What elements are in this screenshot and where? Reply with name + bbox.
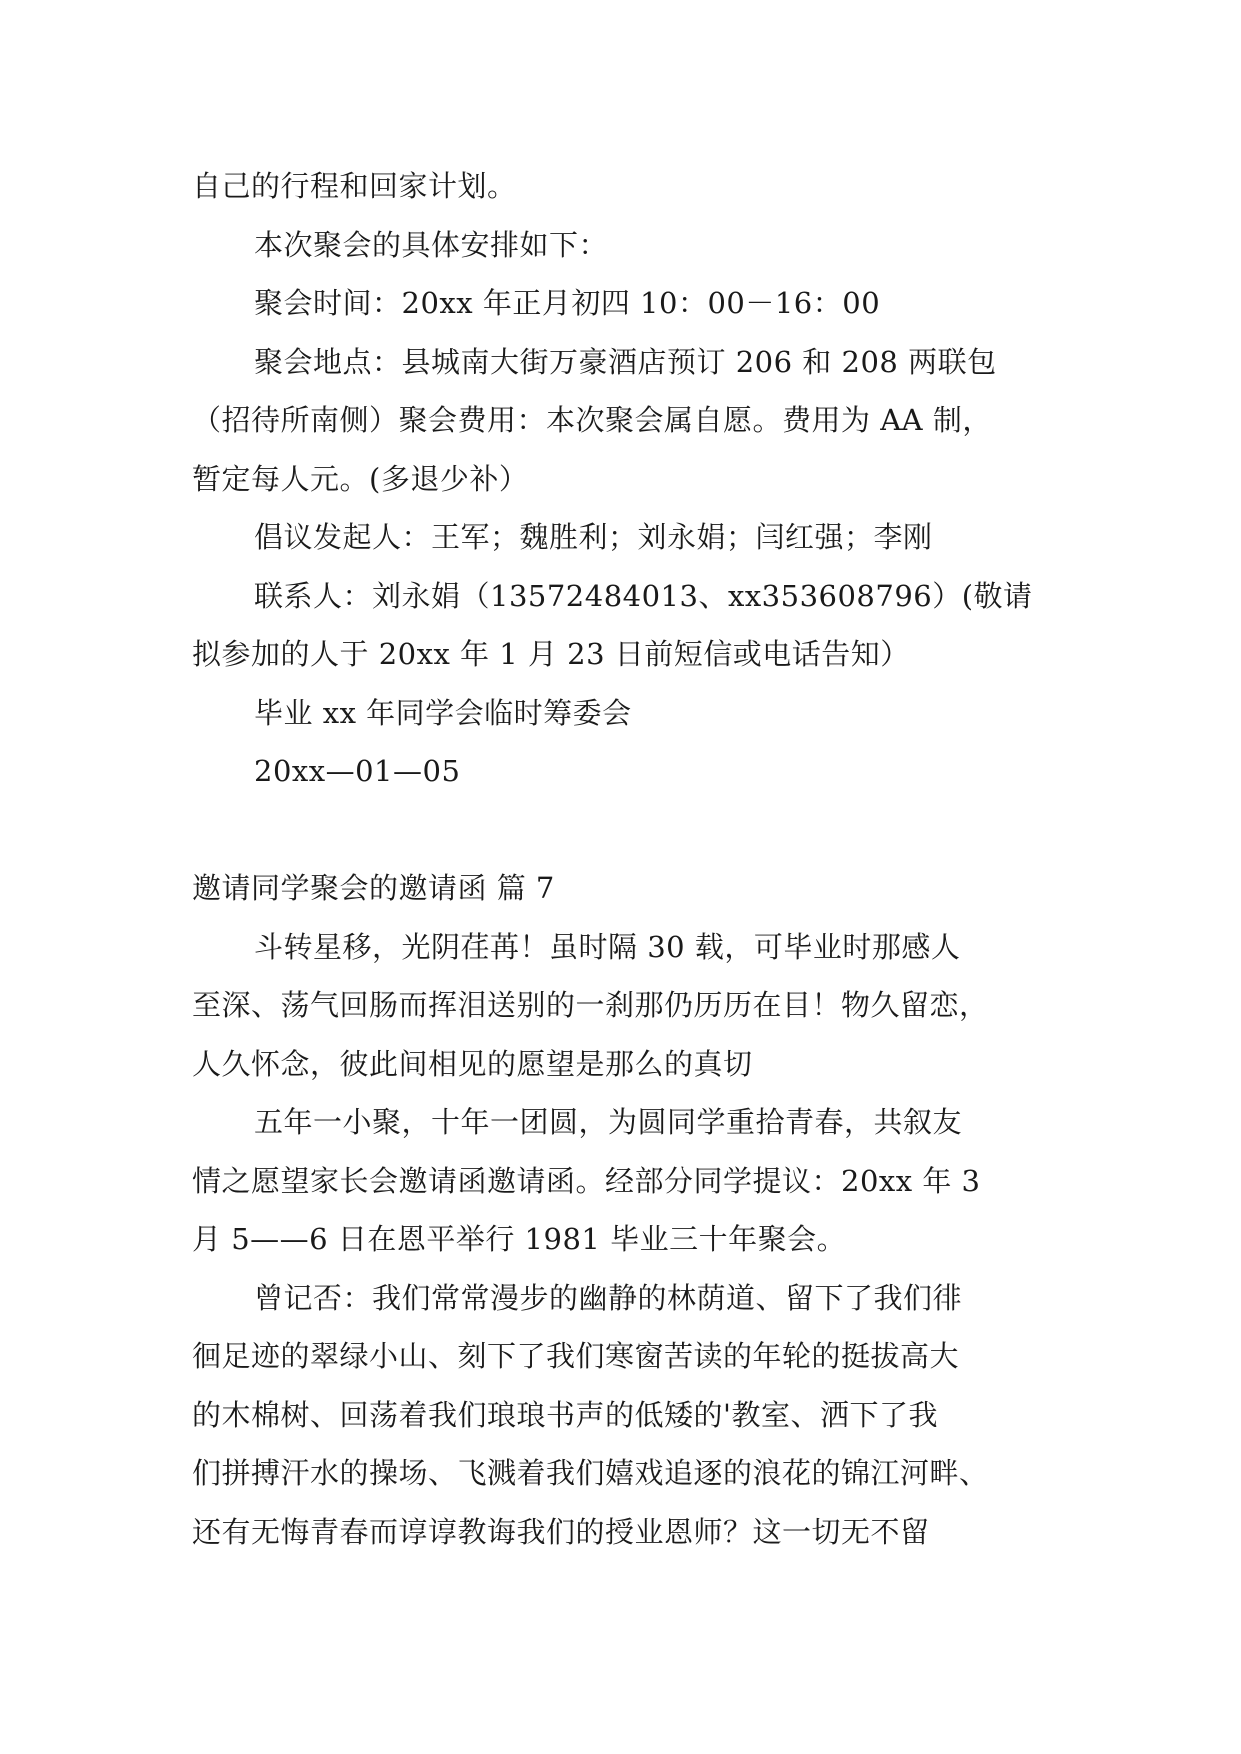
document-body (192, 157, 1062, 1561)
paragraph-line: 曾记否：我们常常漫步的幽静的林荫道、留下了我们徘 (254, 1280, 963, 1315)
paragraph-line: 暂定每人元。(多退少补） (192, 461, 529, 496)
section-heading: 邀请同学聚会的邀请函 篇 7 (192, 871, 555, 905)
paragraph-line: 聚会地点：县城南大街万豪酒店预订 206 和 208 两联包 (254, 344, 997, 379)
paragraph-line: （招待所南侧）聚会费用：本次聚会属自愿。费用为 AA 制， (192, 403, 992, 437)
paragraph-line: 徊足迹的翠绿小山、刻下了我们寒窗苦读的年轮的挺拔高大 (192, 1339, 960, 1373)
section-gap (192, 801, 1062, 860)
paragraph-line: 本次聚会的具体安排如下： (254, 227, 609, 262)
paragraph-line: 人久怀念，彼此间相见的愿望是那么的真切 (192, 1046, 753, 1081)
paragraph-line: 的木棉树、回荡着我们琅琅书声的低矮的'教室、洒下了我 (192, 1397, 938, 1432)
signature-line: 毕业 xx 年同学会临时筹委会 (254, 695, 632, 730)
paragraph-line: 聚会时间：20xx 年正月初四 10：00－16：00 (254, 286, 881, 320)
paragraph-line: 至深、荡气回肠而挥泪送别的一刹那仍历历在目！物久留恋， (192, 988, 989, 1022)
paragraph-line: 倡议发起人：王军；魏胜利；刘永娟；闫红强；李刚 (254, 520, 933, 554)
paragraph-line: 联系人：刘永娟（13572484013、xx353608796）(敬请 (254, 578, 1033, 613)
paragraph-line: 还有无悔青春而谆谆教诲我们的授业恩师？这一切无不留 (192, 1514, 930, 1549)
paragraph-line: 情之愿望家长会邀请函邀请函。经部分同学提议：20xx 年 3 (192, 1163, 981, 1198)
paragraph-line: 拟参加的人于 20xx 年 1 月 23 日前短信或电话告知） (192, 637, 910, 671)
paragraph-line: 月 5——6 日在恩平举行 1981 毕业三十年聚会。 (192, 1222, 847, 1256)
paragraph-line: 斗转星移，光阴荏苒！虽时隔 30 载，可毕业时那感人 (254, 929, 961, 964)
paragraph-line: 们拼搏汗水的操场、飞溅着我们嬉戏追逐的浪花的锦江河畔、 (192, 1456, 989, 1490)
paragraph-line: 自己的行程和回家计划。 (192, 169, 517, 203)
date-line: 20xx—01—05 (254, 754, 461, 788)
paragraph-line: 五年一小聚，十年一团圆，为圆同学重拾青春，共叙友 (254, 1105, 963, 1139)
